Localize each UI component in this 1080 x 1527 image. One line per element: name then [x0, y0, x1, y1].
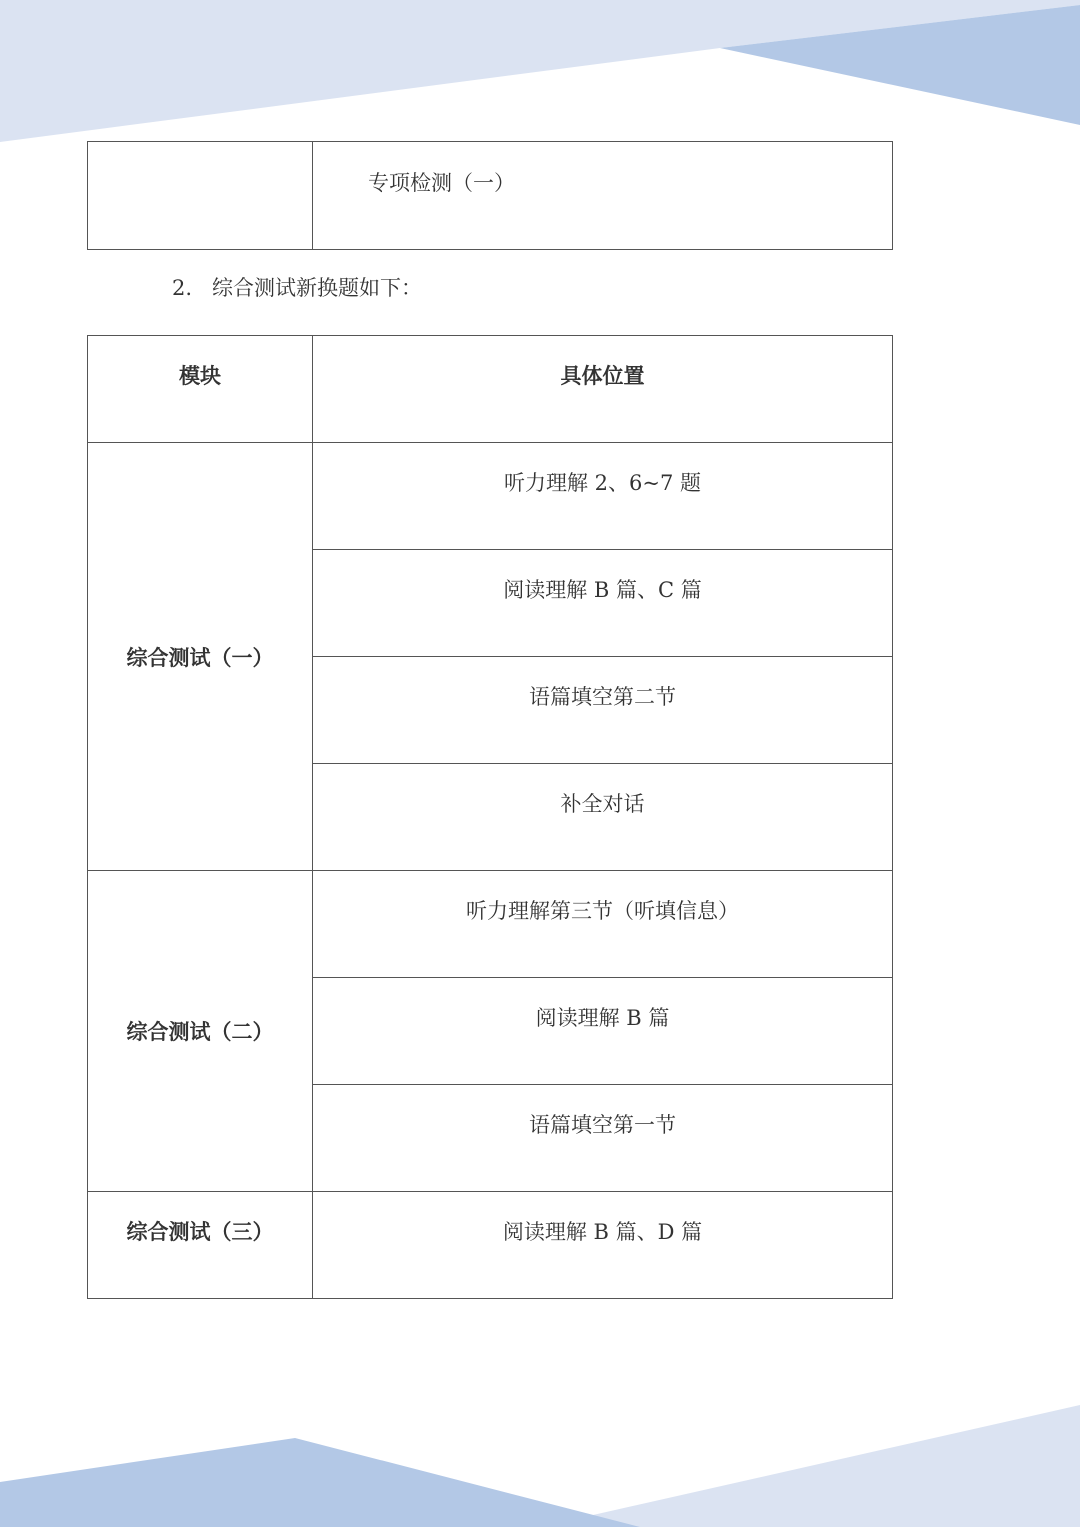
location-cell: 阅读理解 B 篇 — [313, 978, 893, 1085]
header-module: 模块 — [88, 336, 313, 443]
header-location: 具体位置 — [313, 336, 893, 443]
table-row — [88, 1192, 893, 1299]
table-cell — [313, 142, 893, 250]
module-cell: 综合测试（一） — [88, 443, 313, 871]
module-cell: 综合测试（三） — [88, 1192, 313, 1299]
top-table — [87, 141, 893, 250]
top-band-light — [0, 0, 1080, 142]
intro-number: 2. — [172, 276, 193, 300]
location-cell: 语篇填空第二节 — [313, 657, 893, 764]
bottom-band-mid — [0, 1438, 640, 1527]
section-intro — [172, 272, 422, 302]
table-header-row — [88, 336, 893, 443]
top-band-mid — [720, 5, 1080, 125]
table-row — [88, 871, 893, 978]
location-cell: 阅读理解 B 篇、C 篇 — [313, 550, 893, 657]
location-cell: 补全对话 — [313, 764, 893, 871]
module-cell: 综合测试（二） — [88, 871, 313, 1192]
location-cell: 听力理解 2、6~7 题 — [313, 443, 893, 550]
location-cell: 听力理解第三节（听填信息） — [313, 871, 893, 978]
table-cell-empty — [88, 142, 313, 250]
table-row — [88, 443, 893, 550]
top-table-text: 专项检测（一） — [368, 170, 515, 195]
intro-text: 综合测试新换题如下： — [212, 276, 422, 300]
replacement-table — [87, 335, 893, 1299]
bottom-band-light — [540, 1405, 1080, 1527]
location-cell: 语篇填空第一节 — [313, 1085, 893, 1192]
location-cell: 阅读理解 B 篇、D 篇 — [313, 1192, 893, 1299]
table-row — [88, 142, 893, 250]
